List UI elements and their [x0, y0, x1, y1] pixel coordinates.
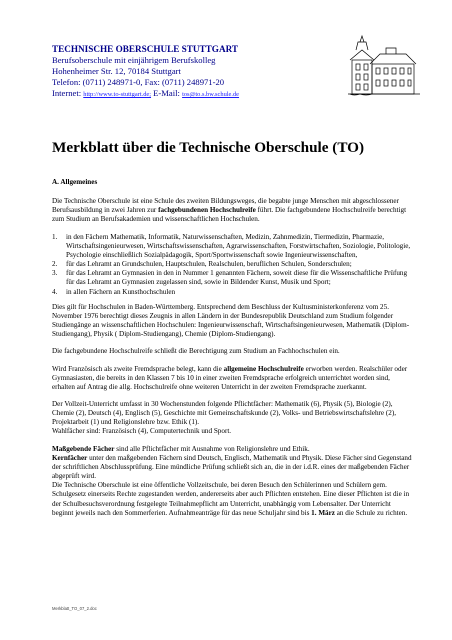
letterhead: [52, 44, 342, 100]
list-number: 2.: [52, 260, 58, 269]
list-item: [52, 260, 414, 269]
text: erworben werden. Realschüler oder Gymnasiasten, die bereits in den Klassen 7 bis 10 in einer zweiten Fremdsprache erfolgreich unterrichtet worden sind, erhalten auf Antrag die allg. Hochschulreife ohne weiteren Unterricht in der zweiten Fremdsprache zuerkannt.: [52, 364, 408, 391]
school-internet: [52, 88, 342, 100]
page-title: Merkblatt über die Technische Oberschule (TO): [52, 139, 365, 156]
paragraph-rules: [52, 445, 414, 518]
list-text: für das Lehramt an Gymnasien in den in Nummer 1 genannten Fächern, soweit diese für die Wissenschaftliche Prüfung für das Lehramt an Gymnasien zugelassen sind, sowie in Bildender Kunst, Musik und Sport;: [66, 269, 408, 287]
text: Die Technische Oberschule ist eine Schule des zweiten Bildungsweges, die begabte junge Menschen mit abgeschlossener Berufsausbildung in zwei Jahren zur: [52, 197, 399, 215]
list-text: für das Lehramt an Grundschulen, Hauptschulen, Realschulen, beruflichen Schulen, Sonderschulen;: [66, 260, 352, 269]
list-text: in allen Fächern an Kunsthochschulen: [66, 287, 176, 296]
bold-text: 1. März: [311, 508, 335, 517]
text: unter den maßgebenden Fächern sind Deutsch, Englisch, Mathematik und Physik. Diese Fächer sind Gegenstand der schriftlichen Abschlussprüfung. Eine mündliche Prüfung schließt sich an, die in der i.d.R. eines der maßgebenden Fächer abgeprüft wird.: [52, 453, 412, 481]
text: Wahlfächer sind: Französisch (4), Computertechnik und Sport.: [52, 427, 232, 436]
list-number: 4.: [52, 287, 58, 296]
school-phone: Telefon: (0711) 248971-0, Fax: (0711) 248971-20: [52, 77, 225, 87]
text: Die Technische Oberschule ist eine öffentliche Vollzeitschule, bei deren Besuch den Schülerinnen und Schülern gem. Schulgesetz einerseits Rechte zugestanden werden, andererseits aber auch Pflichten entstehen. Eine dieser Pflichten ist die in der Schulbesuchsverordnung festgelegte Teilnahmepflicht am Unterricht, unabhängig vom Lebensalter. Der Unterricht beginnt jeweils nach den Sommerferien. Aufnahmeanträge für das neue Schuljahr sind bis: [52, 481, 410, 517]
bold-text: fachgebundenen Hochschulreife: [158, 206, 256, 215]
school-address: Hohenheimer Str. 12, 70184 Stuttgart: [52, 66, 181, 76]
bold-text: Maßgebende Fächer: [52, 444, 115, 453]
paragraph-french: [52, 365, 414, 392]
school-subtitle: Berufsoberschule mit einjährigem Berufskolleg: [52, 55, 216, 65]
text: führt. Die fachgebundene Hochschulreife berechtigt zum Studium an Berufsakademien und wissenschaftlichen Hochschulen.: [52, 206, 407, 224]
school-name: TECHNISCHE OBERSCHULE STUTTGART: [52, 44, 239, 54]
website-link[interactable]: http://www.to-stuttgart.de;: [83, 91, 152, 98]
paragraph-subjects: [52, 400, 414, 437]
bold-text: allgemeine Hochschulreife: [223, 364, 304, 373]
paragraph-intro: [52, 197, 414, 224]
paragraph-fachhochschule: Die fachgebundene Hochschulreife schließt die Berechtigung zum Studium an Fachhochschulen ein.: [52, 347, 340, 356]
list-number: 3.: [52, 269, 58, 278]
school-building-icon: [346, 30, 422, 102]
email-label: E-Mail:: [153, 88, 180, 98]
section-heading: A. Allgemeines: [52, 178, 98, 186]
footer-filename: Merkblatt_TO_07_2.doc: [52, 606, 97, 611]
text: Der Vollzeit-Unterricht umfasst in 30 Wochenstunden folgende Pflichtfächer: Mathematik (6), Physik (5), Biologie (2), Chemie (2), Deutsch (4), Englisch (5), Geschichte mit Gemeinschaftskunde (2), Volks- und Betriebswirtschaftslehre (2), Projektarbeit (1) und Religionslehre bzw. Ethik (1).: [52, 399, 396, 427]
email-link[interactable]: tos@to.s.bw.schule.de: [182, 91, 240, 98]
text: an die Schule zu richten.: [334, 508, 408, 517]
bold-text: Kernfächer: [52, 453, 88, 462]
school-building-logo: [346, 30, 422, 102]
entitlement-list: [52, 233, 414, 297]
document-body: [52, 178, 414, 526]
list-text: in den Fächern Mathematik, Informatik, Naturwissenschaften, Medizin, Zahnmedizin, Tiermedizin, Pharmazie, Wirtschaftsingenieurwesen, Wirtschaftswissenschaften, Agrarwissenschaften, Forstwirtschaften, Soziologie, Politologie, Psychologie einschließlich Sozialpädagogik, Sport/Sportwissenschaft sowie Ingenieurwissenschaften,: [66, 232, 411, 259]
text: sind alle Pflichtfächer mit Ausnahme von Religionslehre und Ethik.: [114, 444, 310, 453]
list-item: [52, 288, 414, 297]
text: Wird Französisch als zweite Fremdsprache belegt, kann die: [52, 364, 224, 373]
list-item: [52, 233, 414, 260]
list-number: 1.: [52, 232, 58, 241]
list-item: [52, 269, 414, 287]
internet-label: Internet:: [52, 88, 82, 98]
paragraph-validity: Dies gilt für Hochschulen in Baden-Württemberg. Entsprechend dem Beschluss der Kultusministerkonferenz vom 25. November 1976 berechtigt dieses Zeugnis in allen Ländern in der Bundesrepublik Deutschland zum Studium folgender Studiengänge an wissenschaftlichen Hochschulen: Ingenieurwissenschaft, Wirtschaftsingenieurwesen, Mathematik (Diplom-Studiengang), Physik ( Diplom-Studiengang), Chemie (Diplom-Studiengang).: [52, 302, 410, 339]
